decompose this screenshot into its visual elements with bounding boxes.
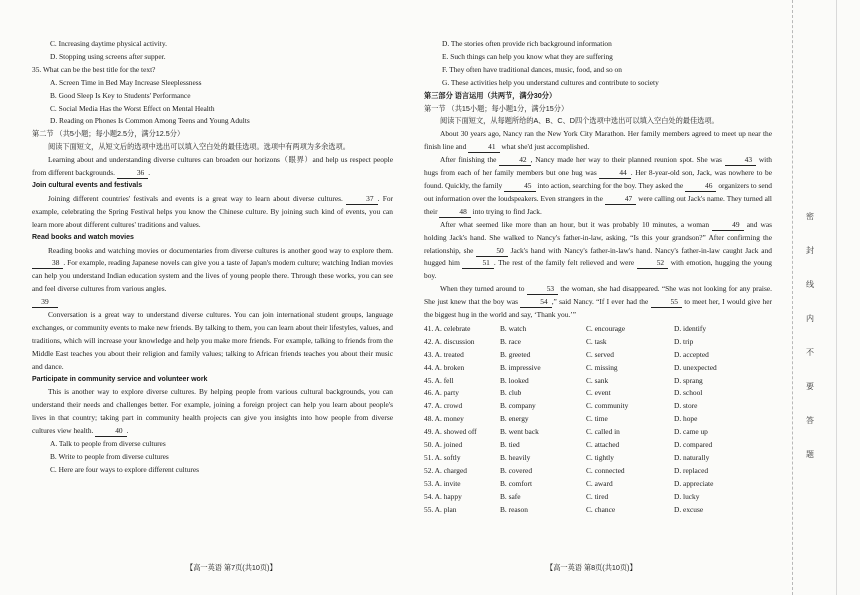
right-column (424, 38, 772, 517)
seal-char: 封 (806, 246, 814, 255)
cloze-text: what she'd just accomplished. (501, 142, 590, 152)
choice-option: C. missing (586, 362, 618, 372)
choice-option: 46. A. party (424, 388, 459, 398)
paragraph-events (32, 193, 393, 232)
choice-row (424, 349, 772, 362)
part3-title: 第三部分 语言运用（共两节，满分30分） (424, 90, 557, 100)
choice-option: B. race (500, 336, 521, 346)
cloze-text: After finishing the (440, 155, 497, 165)
option-line: D. Stopping using screens after supper. (50, 51, 166, 61)
choice-row (424, 387, 772, 400)
choice-option: C. tired (586, 491, 609, 501)
choice-row (424, 323, 772, 336)
choice-option: D. accepted (674, 349, 709, 359)
choice-option: C. task (586, 336, 607, 346)
left-column (32, 38, 393, 477)
choice-option: B. looked (500, 375, 529, 385)
choice-option: D. replaced (674, 465, 709, 475)
choice-option: 41. A. celebrate (424, 323, 471, 333)
choice-option: D. trip (674, 336, 694, 346)
blank-39-line (32, 296, 393, 309)
cloze-text: and was holding Jack's hand. She walked to Nancy's father-in-law, asking, “Is this your grandson?” After confirming the relationship, she (424, 219, 772, 255)
choice-option: 43. A. treated (424, 349, 464, 359)
blank-37: 37 (346, 194, 377, 205)
choice-row (424, 504, 772, 517)
cloze-text: . Her 8-year-old son, Jack, was nowhere to be found. Quickly, the family (424, 168, 772, 190)
choice-row (424, 491, 772, 504)
choice-option: D. naturally (674, 453, 710, 462)
paragraph-text: . For example, reading Japanese novels can give you a taste of Japan's modern culture; watching Indian movies can help you understand Indian education system and the lives of young people there. Through these works, you can see and feel diverse cultures from various angles. (32, 258, 393, 294)
cloze-text: organizers to send out information over the loudspeakers. Even strangers in the (424, 180, 773, 203)
choice-option: B. went back (500, 427, 539, 437)
choice-option: 52. A. charged (424, 465, 467, 475)
cloze-text: ,” said Nancy. “If I ever had the (551, 297, 649, 307)
option-line: D. The stories often provide rich background information (442, 39, 612, 48)
question-35: 35. What can be the best title for the text? (32, 64, 156, 74)
option-line: A. Talk to people from diverse cultures (50, 439, 166, 449)
choice-option: D. sprang (674, 375, 703, 385)
paragraph-text: . For example, celebrating the Spring Festival helps you know the Chinese culture. By joining such kind of events, you can learn more about different cultures' traditions and values. (32, 193, 393, 229)
option-line: E. Such things can help you know what they are suffering (442, 51, 613, 61)
heading-community: Participate in community service and volunteer work (32, 375, 208, 383)
q35-option: B. Good Sleep Is Key to Students' Performance (50, 90, 191, 100)
choice-option: B. reason (500, 504, 528, 514)
choice-option: 48. A. money (424, 414, 464, 424)
q35-option: D. Reading on Phones Is Common Among Teens and Young Adults (50, 116, 250, 126)
blank-47: 47 (605, 194, 636, 205)
choice-option: C. sank (586, 375, 609, 385)
blank-36: 36 (117, 168, 148, 179)
paragraph-intro: Learning about and understanding diverse cultures can broaden our horizons（眼界）and help us respect people from different backgrounds. 36 . (32, 155, 393, 178)
footer-page-8: 【高一英语 第8页(共10页)】 (546, 563, 637, 572)
blank-51: 51 (462, 258, 493, 269)
binding-edge-line (836, 0, 837, 595)
choice-option: D. hope (674, 414, 698, 424)
paragraph-text: Learning about and understanding diverse cultures can broaden our horizons（眼界）and help us respect people from different backgrounds. (32, 155, 393, 178)
blank-43: 43 (725, 155, 756, 166)
choice-option: C. time (586, 414, 608, 424)
blank-40: 40 (95, 426, 126, 437)
cloze-passage (424, 128, 772, 154)
choice-option: D. unexpected (674, 362, 717, 372)
choice-option: B. impressive (500, 362, 541, 372)
option-line: G. These activities help you understand cultures and contribute to society (442, 77, 659, 87)
heading-events: Join cultural events and festivals (32, 181, 143, 189)
cloze-text: the woman, she had disappeared. “She was not looking for any praise. She just knew that the boy was (424, 284, 772, 307)
choice-row (424, 400, 772, 413)
blank-41: 41 (468, 142, 499, 153)
choice-row (424, 362, 772, 375)
choice-option: 50. A. joined (424, 440, 463, 450)
blank-49: 49 (712, 220, 743, 231)
blank-55: 55 (651, 297, 682, 308)
choice-option: C. tightly (586, 453, 614, 462)
seal-char: 线 (806, 280, 814, 289)
section-instructions: 阅读下面短文，从短文后的选项中选出可以填入空白处的最佳选项。选项中有两项为多余选项。 (48, 142, 350, 152)
choice-option: B. tied (500, 440, 520, 450)
seal-char: 密 (806, 212, 814, 221)
binding-dashed-line (792, 0, 793, 595)
choices-table (424, 323, 772, 517)
section1-instructions: 阅读下面短文，从每题所给的A、B、C、D四个选项中选出可以填入空白处的最佳选项。 (440, 116, 719, 126)
choice-option: C. served (586, 349, 614, 359)
seal-line-notice (803, 200, 817, 472)
choice-option: D. school (674, 388, 703, 398)
option-line: B. Write to people from diverse cultures (50, 452, 169, 461)
choice-option: 49. A. showed off (424, 427, 477, 437)
cloze-text: with emotion, hugging the young boy. (424, 258, 772, 281)
cloze-text: to meet her, I would give her the biggest hug in the world and say, ‘Thank you.’” (424, 297, 772, 320)
choice-row (424, 465, 772, 478)
blank-48: 48 (439, 207, 470, 218)
choice-option: B. energy (500, 414, 529, 424)
blank-38: 38 (32, 258, 63, 269)
choice-option: D. lucky (674, 491, 700, 501)
choice-row (424, 426, 772, 439)
cloze-passage (424, 219, 772, 284)
choice-option: D. store (674, 401, 698, 411)
choice-option: B. safe (500, 491, 521, 501)
footer-page-7: 【高一英语 第7页(共10页)】 (186, 563, 277, 572)
choice-option: B. heavily (500, 453, 531, 462)
choice-option: D. excuse (674, 504, 704, 514)
cloze-text: Jack's hand with Nancy's father-in-law's hand. Nancy's father-in-law caught Jack and hugged him (424, 245, 772, 268)
blank-54: 54 (520, 297, 551, 308)
blank-53: 53 (527, 284, 558, 295)
blank-50: 50 (476, 246, 507, 257)
choice-option: 55. A. plan (424, 504, 457, 514)
choice-option: C. called in (586, 427, 620, 437)
option-line: C. Increasing daytime physical activity. (50, 39, 167, 48)
choice-option: C. chance (586, 504, 616, 514)
choice-row (424, 336, 772, 349)
cloze-text: into trying to find Jack. (472, 206, 542, 216)
choice-option: D. came up (674, 427, 708, 437)
choice-option: B. watch (500, 323, 527, 333)
section-title: 第二节 （共5小题；每小题2.5分，满分12.5分） (32, 129, 185, 139)
option-line: C. Here are four ways to explore different cultures (50, 464, 200, 474)
choice-option: D. identify (674, 323, 707, 333)
choice-option: B. greeted (500, 349, 531, 359)
choice-row (424, 452, 772, 465)
choice-option: 47. A. crowd (424, 401, 463, 411)
paragraph-text: This is another way to explore diverse cultures. By helping people from various cultural backgrounds, you can understand their needs and challenges better. For example, joining a foreign project can help you learn about people's lives in that country; taking part in community health projects can give you insights into how people from diverse cultures view health. (32, 387, 393, 436)
choice-option: C. award (586, 478, 613, 488)
choice-option: D. compared (674, 440, 713, 450)
cloze-text: After what seemed like more than an hour, but it was probably 10 minutes, a woman (440, 219, 710, 229)
paragraph-text: Reading books and watching movies or documentaries from diverse cultures is another good way to explore them. (48, 245, 393, 255)
cloze-passage (424, 154, 772, 219)
choice-row (424, 439, 772, 452)
choice-option: B. club (500, 388, 522, 398)
paragraph-conversation: Conversation is a great way to understand diverse cultures. You can join international student groups, language exchanges, or community events to make new friends. By talking to them, you can learn about their lifestyles, values, and traditions, which will increase your knowledge and help you make more friends. For example, talking to friends from the Middle East teaches you about their religion and family values; talking to African friends teaches you about their music and dance. (32, 310, 393, 371)
cloze-text: were calling out Jack's name. They turned all their (424, 193, 772, 216)
blank-39: 39 (32, 297, 58, 308)
choice-option: 45. A. fell (424, 375, 454, 385)
cloze-text: About 30 years ago, Nancy ran the New York City Marathon. Her family members agreed to meet up near the finish line and (424, 129, 772, 152)
choice-option: B. comfort (500, 478, 533, 488)
blank-44: 44 (599, 168, 630, 179)
seal-char: 内 (806, 314, 814, 323)
choice-option: 51. A. softly (424, 453, 461, 462)
choice-option: B. covered (500, 465, 533, 475)
blank-52: 52 (637, 258, 668, 269)
choice-row (424, 413, 772, 426)
choice-option: 42. A. discussion (424, 336, 475, 346)
heading-books: Read books and watch movies (32, 233, 134, 241)
seal-char: 要 (806, 382, 814, 391)
choice-option: 44. A. broken (424, 362, 465, 372)
choice-option: 53. A. invite (424, 478, 461, 488)
section1-title: 第一节 （共15小题；每小题1分，满分15分） (424, 103, 569, 113)
choice-option: B. company (500, 401, 536, 411)
cloze-text: with hugs from each of her family members but one hug was (424, 155, 772, 178)
choice-row (424, 478, 772, 491)
paragraph-books (32, 245, 393, 297)
choice-row (424, 375, 772, 388)
choice-option: D. appreciate (674, 478, 714, 488)
q35-option: A. Screen Time in Bed May Increase Sleeplessness (50, 77, 202, 87)
cloze-text: . The rest of the family felt relieved and were (493, 258, 635, 268)
seal-char: 题 (806, 450, 814, 459)
blank-46: 46 (685, 181, 716, 192)
paragraph-community: This is another way to explore diverse cultures. By helping people from various cultural backgrounds, you can understand their needs and challenges better. For example, joining a foreign project can help you learn about people's lives in that country; taking part in community health projects can give you insights into how people from diverse cultures view health. 40 . (32, 387, 393, 436)
choice-option: C. connected (586, 465, 625, 475)
cloze-text: into action, searching for the boy. They asked the (537, 180, 684, 190)
cloze-text: , Nancy made her way to their planned reunion spot. She was (530, 155, 722, 165)
cloze-passage (424, 283, 772, 322)
seal-char: 答 (806, 416, 814, 425)
cloze-text: When they turned around to (440, 284, 525, 294)
choice-option: C. community (586, 401, 629, 411)
paragraph-text: Joining different countries' festivals and events is a great way to learn about diverse cultures. (48, 193, 343, 203)
q35-option: C. Social Media Has the Worst Effect on Mental Health (50, 103, 215, 113)
choice-option: 54. A. happy (424, 491, 462, 501)
seal-char: 不 (806, 348, 814, 357)
choice-option: C. encourage (586, 323, 625, 333)
blank-45: 45 (504, 181, 535, 192)
choice-option: C. attached (586, 440, 620, 450)
option-line: F. They often have traditional dances, music, food, and so on (442, 64, 622, 74)
blank-42: 42 (499, 155, 530, 166)
choice-option: C. event (586, 388, 611, 398)
